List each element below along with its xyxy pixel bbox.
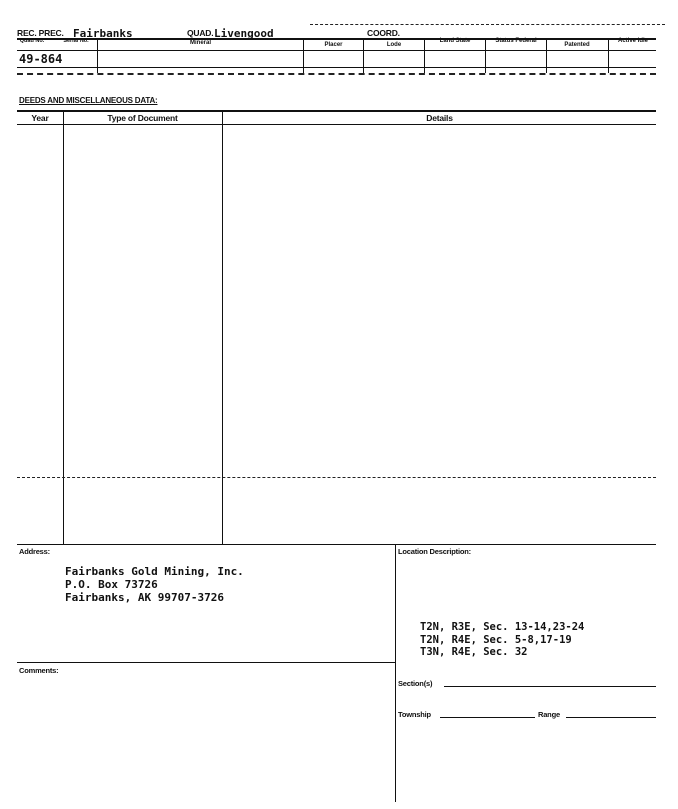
header-top-rule — [310, 24, 665, 25]
township-label: Township — [398, 710, 431, 719]
comments-top-rule — [17, 662, 395, 663]
grid-col-div — [485, 38, 486, 73]
address-label: Address: — [19, 547, 50, 556]
grid-col-div — [303, 38, 304, 73]
grid-col-div — [608, 38, 609, 73]
township-underline — [440, 717, 535, 718]
land-state-label: Land State — [439, 38, 471, 44]
location-line-1: T2N, R3E, Sec. 13-14,23-24 — [420, 621, 585, 633]
quad-no-label: Quad No. — [19, 38, 45, 44]
status-federal-label: Status Federal — [495, 38, 537, 44]
grid-header-rule — [17, 50, 656, 51]
address-block — [65, 565, 244, 604]
active-idle-label: Active Idle — [617, 38, 648, 44]
address-line-1: Fairbanks Gold Mining, Inc. — [65, 565, 244, 578]
location-line-2: T2N, R4E, Sec. 5-8,17-19 — [420, 633, 572, 646]
deeds-header-rule — [17, 124, 656, 125]
serial-no-label: Serial No. — [63, 38, 89, 44]
bottom-top-rule — [17, 544, 656, 545]
deeds-col-details: Details — [426, 113, 453, 123]
grid-col-div — [424, 38, 425, 73]
quad-serial-value: 49-864 — [19, 52, 63, 66]
deeds-col-year: Year — [31, 113, 49, 123]
deeds-dashed-rule — [17, 477, 656, 478]
mineral-label: Mineral — [189, 40, 211, 46]
range-label: Range — [538, 710, 560, 719]
comments-label: Comments: — [19, 666, 59, 675]
coord-label: COORD. — [367, 28, 400, 38]
grid-col-div — [546, 38, 547, 73]
patented-label: Patented — [564, 42, 590, 48]
quad-label: QUAD. — [187, 28, 214, 38]
deeds-top-rule — [17, 110, 656, 112]
location-label: Location Description: — [398, 547, 471, 556]
rec-prec-label: REC. PREC. — [17, 28, 64, 38]
lode-label: Lode — [386, 42, 402, 48]
bottom-col-div — [395, 544, 396, 802]
grid-col-div — [97, 38, 98, 73]
quad-value: Livengood — [214, 27, 274, 40]
location-line-3: T3N, R4E, Sec. 32 — [420, 646, 528, 658]
rec-prec-value: Fairbanks — [73, 27, 133, 40]
address-line-3: Fairbanks, AK 99707-3726 — [65, 591, 224, 604]
range-underline — [566, 717, 656, 718]
deeds-col-type: Type of Document — [107, 113, 178, 123]
placer-label: Placer — [324, 42, 343, 48]
deeds-col-div-year — [63, 110, 64, 544]
grid-row-rule — [17, 67, 656, 68]
location-block — [420, 621, 584, 659]
deeds-section-title: DEEDS AND MISCELLANEOUS DATA: — [19, 96, 158, 105]
address-line-2: P.O. Box 73726 — [65, 578, 158, 591]
sections-underline — [444, 686, 656, 687]
deeds-col-div-type — [222, 110, 223, 544]
grid-col-div — [363, 38, 364, 73]
sections-label: Section(s) — [398, 679, 433, 688]
grid-bottom-dashed — [17, 73, 656, 75]
